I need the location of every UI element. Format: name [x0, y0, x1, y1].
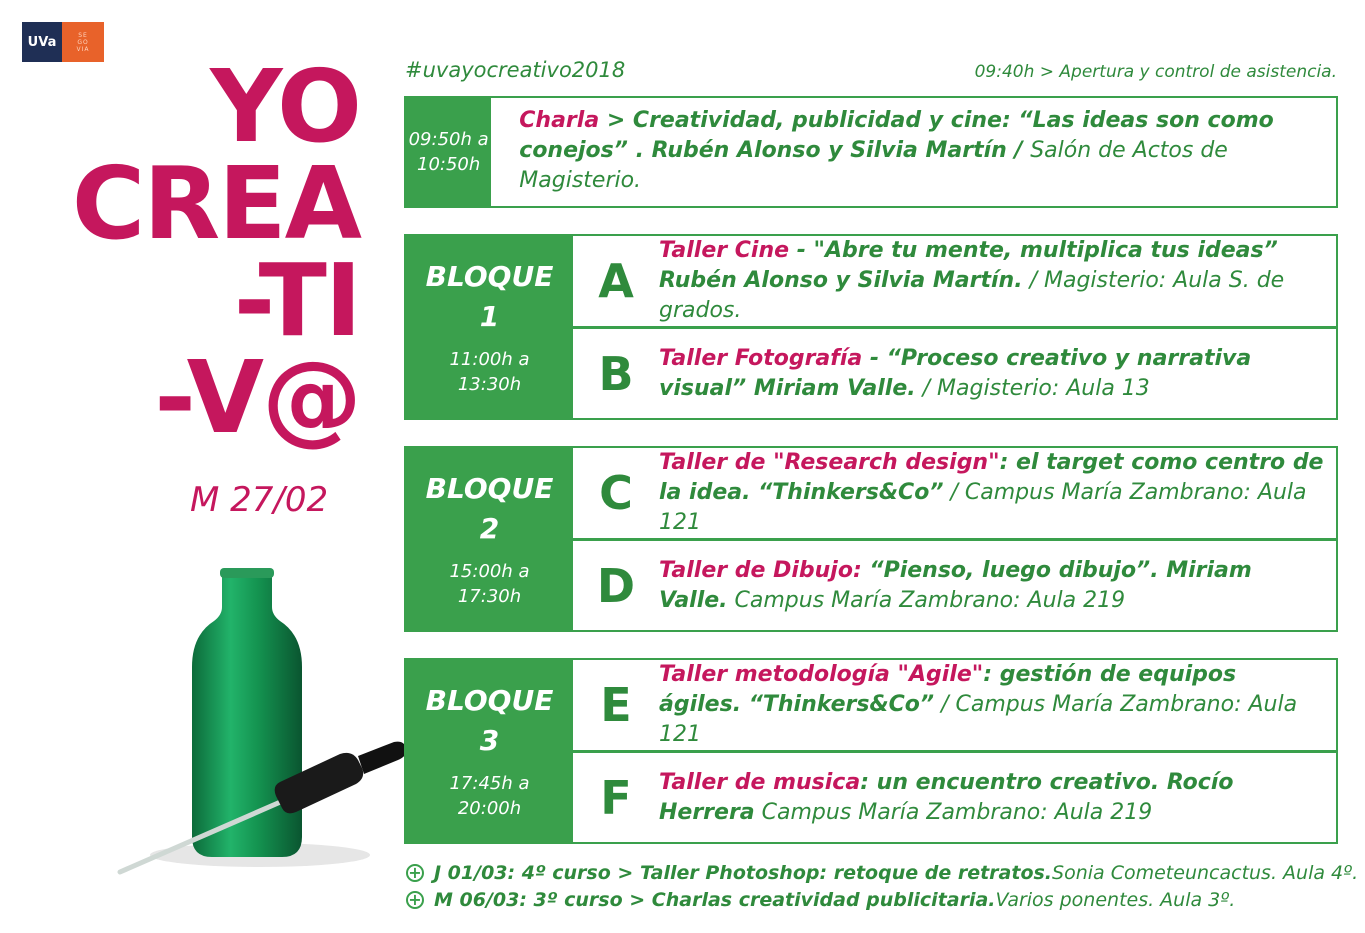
session-title: “Pienso, luego dibujo”. Miriam Valle.	[659, 557, 1252, 613]
time-start: 11:00h a	[449, 349, 530, 370]
session-label: Taller Fotografía	[659, 345, 863, 371]
bloque-time	[449, 559, 529, 609]
session-text	[659, 236, 1336, 326]
session-row	[573, 236, 1336, 326]
segovia-logo-line: VIA	[76, 45, 90, 53]
session-text	[659, 556, 1336, 616]
bloque-number: 2	[479, 512, 500, 545]
title-line: CREA	[71, 145, 360, 262]
charla-label: Charla	[519, 108, 600, 133]
title-line: -TI	[233, 242, 360, 359]
session-row	[573, 660, 1336, 750]
opening-note: 09:40h > Apertura y control de asistencia.	[974, 62, 1337, 82]
session-place: Campus María Zambrano: Aula 219	[754, 799, 1153, 825]
plus-circle-icon: +	[406, 864, 424, 882]
time-end: 10:50h	[417, 154, 481, 175]
bloque-header	[406, 236, 573, 418]
charla-description	[491, 98, 1336, 206]
charla-box	[404, 96, 1338, 208]
bloque-3	[404, 658, 1338, 844]
session-row	[573, 750, 1336, 842]
bloque-time	[449, 347, 529, 397]
bloque-header	[406, 660, 573, 842]
footer-item	[406, 889, 1235, 911]
session-label: Taller de musica	[659, 769, 861, 795]
session-text	[659, 768, 1336, 828]
footer-bold: J 01/03: 4º curso > Taller Photoshop: retoque de retratos.	[434, 862, 1053, 884]
session-title: : un encuentro creativo. Rocío Herrera	[659, 769, 1234, 825]
footer-bold: M 06/03: 3º curso > Charlas creatividad publicitaria.	[434, 889, 996, 911]
title-line: YO	[210, 48, 360, 165]
bloque-2	[404, 446, 1338, 632]
session-text	[659, 448, 1336, 538]
time-start: 17:45h a	[449, 773, 530, 794]
event-date: M 27/02	[190, 480, 329, 520]
session-title: - “Proceso creativo y narrativa visual” Miriam Valle.	[659, 345, 1252, 401]
footer-rest: Sonia Cometeuncactus. Aula 4º.	[1052, 862, 1359, 884]
session-label: Taller Cine	[659, 238, 790, 263]
session-letter: B	[598, 346, 634, 401]
charla-place: Salón de Actos de Magisterio.	[519, 138, 1228, 193]
session-place: / Magisterio: Aula S. de grados.	[659, 268, 1285, 323]
bloque-number: 3	[479, 724, 500, 757]
session-label: Taller metodología "Agile"	[659, 662, 984, 687]
session-title: : gestión de equipos ágiles. “Thinkers&Co”	[659, 662, 1237, 717]
bloque-number: 1	[479, 300, 500, 333]
session-place: / Magisterio: Aula 13	[915, 375, 1150, 401]
bloque-1	[404, 234, 1338, 420]
session-letter: A	[598, 254, 634, 308]
segovia-logo-line: GO	[77, 38, 89, 46]
session-text	[659, 344, 1336, 404]
segovia-logo-line: SE	[78, 31, 88, 39]
session-row	[573, 326, 1336, 418]
title-line: -V@	[154, 339, 360, 456]
time-end: 17:30h	[457, 586, 522, 607]
session-letter: E	[600, 678, 632, 732]
uva-logo	[22, 22, 104, 62]
hashtag: #uvayocreativo2018	[405, 58, 626, 82]
bloque-title: BLOQUE	[425, 684, 554, 717]
session-letter: D	[596, 558, 636, 613]
session-place: / Campus María Zambrano: Aula 121	[659, 692, 1298, 747]
footer-item	[406, 862, 1358, 884]
bloque-title: BLOQUE	[425, 260, 554, 293]
session-letter: F	[600, 770, 632, 825]
segovia-logo	[62, 22, 104, 62]
time-start: 15:00h a	[449, 561, 530, 582]
session-text	[659, 660, 1336, 750]
plus-circle-icon: +	[406, 891, 424, 909]
session-title: : el target como centro de la idea. “Thinkers&Co”	[659, 450, 1324, 505]
session-label: Taller de Dibujo:	[659, 557, 862, 583]
footer-rest: Varios ponentes. Aula 3º.	[995, 889, 1236, 911]
bloque-time	[449, 771, 529, 821]
session-place: Campus María Zambrano: Aula 219	[727, 587, 1126, 613]
uva-logo-text: UVa	[22, 22, 62, 62]
session-title: - "Abre tu mente, multiplica tus ideas” Rubén Alonso y Silvia Martín.	[659, 238, 1278, 293]
time-start: 09:50h a	[408, 129, 489, 150]
session-place: / Campus María Zambrano: Aula 121	[659, 480, 1307, 535]
charla-time	[406, 98, 491, 206]
dropper-bottle-illustration	[110, 560, 410, 890]
session-row	[573, 538, 1336, 630]
session-label: Taller de "Research design"	[659, 450, 1000, 475]
bloque-title: BLOQUE	[425, 472, 554, 505]
session-row	[573, 448, 1336, 538]
session-letter: C	[599, 466, 633, 520]
time-end: 13:30h	[457, 374, 522, 395]
charla-title: > Creatividad, publicidad y cine: “Las ideas son como conejos” . Rubén Alonso y Silvia Martín /	[519, 108, 1274, 163]
bloque-header	[406, 448, 573, 630]
time-end: 20:00h	[457, 798, 522, 819]
